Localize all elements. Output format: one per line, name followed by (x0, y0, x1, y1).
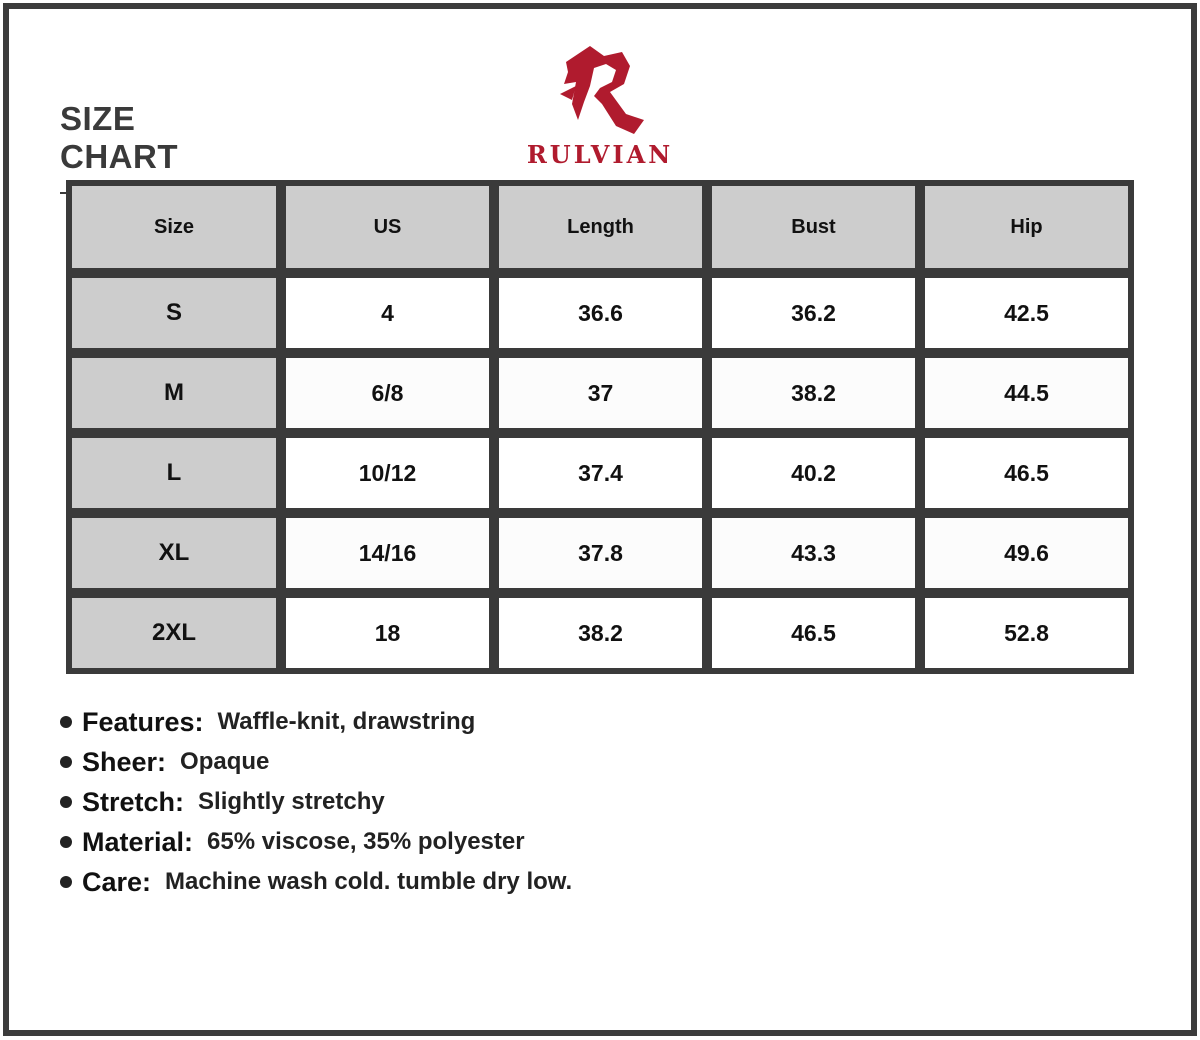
spec-item (58, 742, 1058, 782)
table-value-cell: 40.2 (712, 438, 915, 508)
table-value-cell: 18 (286, 598, 489, 668)
size-label-cell: XL (72, 518, 276, 588)
table-value-cell: 43.3 (712, 518, 915, 588)
bullet-icon (60, 756, 72, 768)
table-header-cell: Hip (925, 186, 1128, 268)
size-label-cell: S (72, 278, 276, 348)
table-value-cell: 37.4 (499, 438, 702, 508)
table-header-cell: Length (499, 186, 702, 268)
brand-name: RULVIAN (526, 140, 674, 169)
bullet-icon (60, 716, 72, 728)
spec-label: Stretch: (82, 786, 185, 817)
page-title: SIZE CHART (60, 100, 178, 175)
table-value-cell: 46.5 (925, 438, 1128, 508)
table-value-cell: 49.6 (925, 518, 1128, 588)
table-value-cell: 36.2 (712, 278, 915, 348)
spec-label: Features: (82, 706, 204, 737)
spec-label: Sheer: (82, 746, 167, 777)
bullet-icon (60, 836, 72, 848)
table-value-cell: 42.5 (925, 278, 1128, 348)
table-value-cell: 6/8 (286, 358, 489, 428)
table-value-cell: 38.2 (499, 598, 702, 668)
table-value-cell: 10/12 (286, 438, 489, 508)
bullet-icon (60, 876, 72, 888)
product-specs-list (58, 702, 1058, 902)
table-value-cell: 44.5 (925, 358, 1128, 428)
size-chart-table (66, 180, 1134, 674)
spec-label: Care: (82, 866, 152, 897)
table-value-cell: 14/16 (286, 518, 489, 588)
table-value-cell: 46.5 (712, 598, 915, 668)
spec-value: 65% viscose, 35% polyester (207, 828, 525, 855)
table-value-cell: 38.2 (712, 358, 915, 428)
spec-label: Material: (82, 826, 194, 857)
spec-item (58, 822, 1058, 862)
table-header-cell: Bust (712, 186, 915, 268)
table-value-cell: 37 (499, 358, 702, 428)
table-value-cell: 52.8 (925, 598, 1128, 668)
size-label-cell: 2XL (72, 598, 276, 668)
rulvian-r-logo-icon (560, 42, 644, 134)
table-value-cell: 37.8 (499, 518, 702, 588)
brand-logo (516, 42, 684, 167)
spec-value: Slightly stretchy (198, 788, 385, 815)
spec-value: Waffle-knit, drawstring (217, 708, 476, 735)
spec-value: Opaque (180, 748, 270, 775)
spec-item (58, 862, 1058, 902)
table-header-cell: Size (72, 186, 276, 268)
spec-item (58, 782, 1058, 822)
table-header-cell: US (286, 186, 489, 268)
bullet-icon (60, 796, 72, 808)
size-label-cell: L (72, 438, 276, 508)
table-value-cell: 4 (286, 278, 489, 348)
spec-value: Machine wash cold. tumble dry low. (165, 868, 573, 895)
table-value-cell: 36.6 (499, 278, 702, 348)
spec-item (58, 702, 1058, 742)
size-label-cell: M (72, 358, 276, 428)
